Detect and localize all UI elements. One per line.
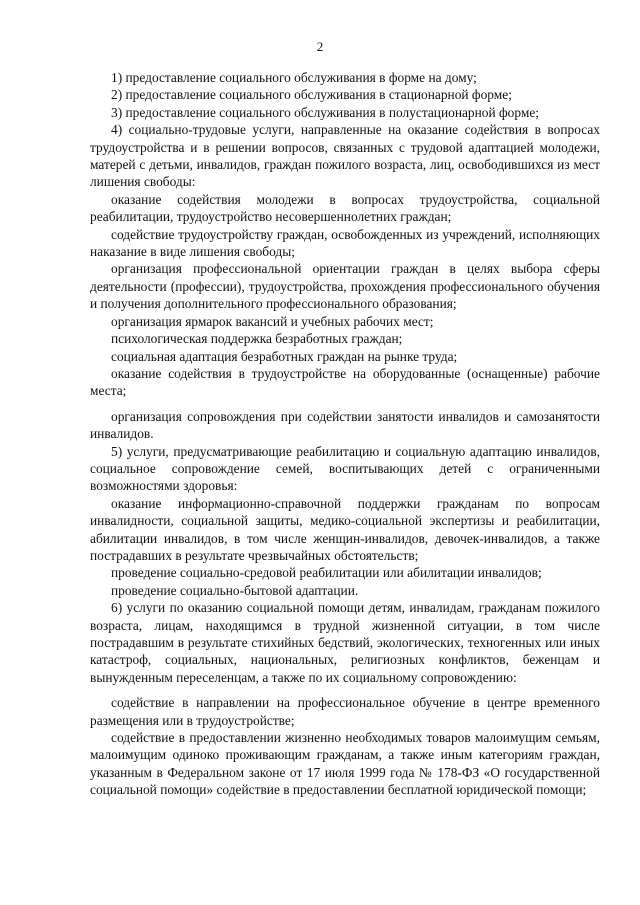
paragraph-environmental-rehab: проведение социально-средовой реабилитации или абилитации инвалидов; bbox=[111, 565, 542, 581]
paragraph-home-service: 1) предоставление социального обслуживания в форме на дому; bbox=[111, 70, 477, 85]
paragraph-disabled-employment: организация сопровождения при содействии занятости инвалидов и самозанятости инвалидов. bbox=[90, 408, 600, 442]
paragraph-labor-services: 4) социально-трудовые услуги, направленные на оказание содействия в вопросах трудоустройства и в решении вопросов, связанных с трудовой адаптацией молодежи, матерей с детьми, инвалидов, граждан пожилого возраста, лиц, освободившихся из мест лишения свободы: bbox=[90, 122, 600, 190]
paragraph-job-fairs: организация ярмарок вакансий и учебных рабочих мест; bbox=[111, 313, 434, 329]
paragraph-career-guidance: организация профессиональной ориентации граждан в целях выбора сферы деятельности (профессии), трудоустройства, прохождения профессионального обучения и получения дополнительного профессионального образования; bbox=[90, 261, 600, 312]
paragraph-equipped-workplaces: оказание содействия в трудоустройстве на оборудованные (оснащенные) рабочие места; bbox=[90, 365, 600, 399]
paragraph-semi-inpatient-service: 3) предоставление социального обслуживания в полустационарной форме; bbox=[111, 104, 539, 120]
paragraph-rehabilitation-services: 5) услуги, предусматривающие реабилитацию и социальную адаптацию инвалидов, социальное сопровождение семей, воспитывающих детей с ограниченными возможностями здоровья: bbox=[90, 443, 600, 494]
paragraph-psych-support: психологическая поддержка безработных граждан; bbox=[111, 331, 403, 347]
paragraph-released-employment: содействие трудоустройству граждан, освобожденных из учреждений, исполняющих наказание в виде лишения свободы; bbox=[90, 226, 600, 260]
paragraph-youth-employment: оказание содействия молодежи в вопросах трудоустройства, социальной реабилитации, трудоустройство несовершеннолетних граждан; bbox=[90, 191, 600, 225]
paragraph-social-assistance: 6) услуги по оказанию социальной помощи детям, инвалидам, гражданам пожилого возраста, лицам, находящимся в трудной жизненной ситуации, в том числе пострадавшим в результате стихийных бедствий, экологических, техногенных или иных катастроф, социальных, национальных, религиозных конфликтов, беженцам и вынужденным переселенцам, а также по их социальному сопровождению: bbox=[90, 600, 600, 685]
page-number: 2 bbox=[316, 39, 324, 54]
paragraph-unemployed-adaptation: социальная адаптация безработных граждан на рынке труда; bbox=[111, 348, 458, 364]
paragraph-household-adaptation: проведение социально-бытовой адаптации. bbox=[111, 582, 359, 598]
paragraph-inpatient-service: 2) предоставление социального обслуживания в стационарной форме; bbox=[111, 87, 512, 103]
paragraph-info-support: оказание информационно-справочной поддержки гражданам по вопросам инвалидности, социальной защиты, медико-социальной экспертизы и реабилитации, абилитации инвалидов, в том числе женщин-инвалидов, девочек-инвалидов, а также пострадавших в результате чрезвычайных обстоятельств; bbox=[90, 495, 600, 563]
paragraph-vocational-training: содействие в направлении на профессиональное обучение в центре временного размещения или в трудоустройстве; bbox=[90, 695, 600, 728]
document-body bbox=[90, 69, 600, 799]
paragraph-essential-goods: содействие в предоставлении жизненно необходимых товаров малоимущим семьям, малоимущим одиноко проживающим гражданам, а также иным категориям граждан, указанным в Федеральном законе от 17 июля 1999 года № 178-ФЗ «О государственной социальной помощи» содействие в предоставлении бесплатной юридической помощи; bbox=[90, 730, 600, 798]
